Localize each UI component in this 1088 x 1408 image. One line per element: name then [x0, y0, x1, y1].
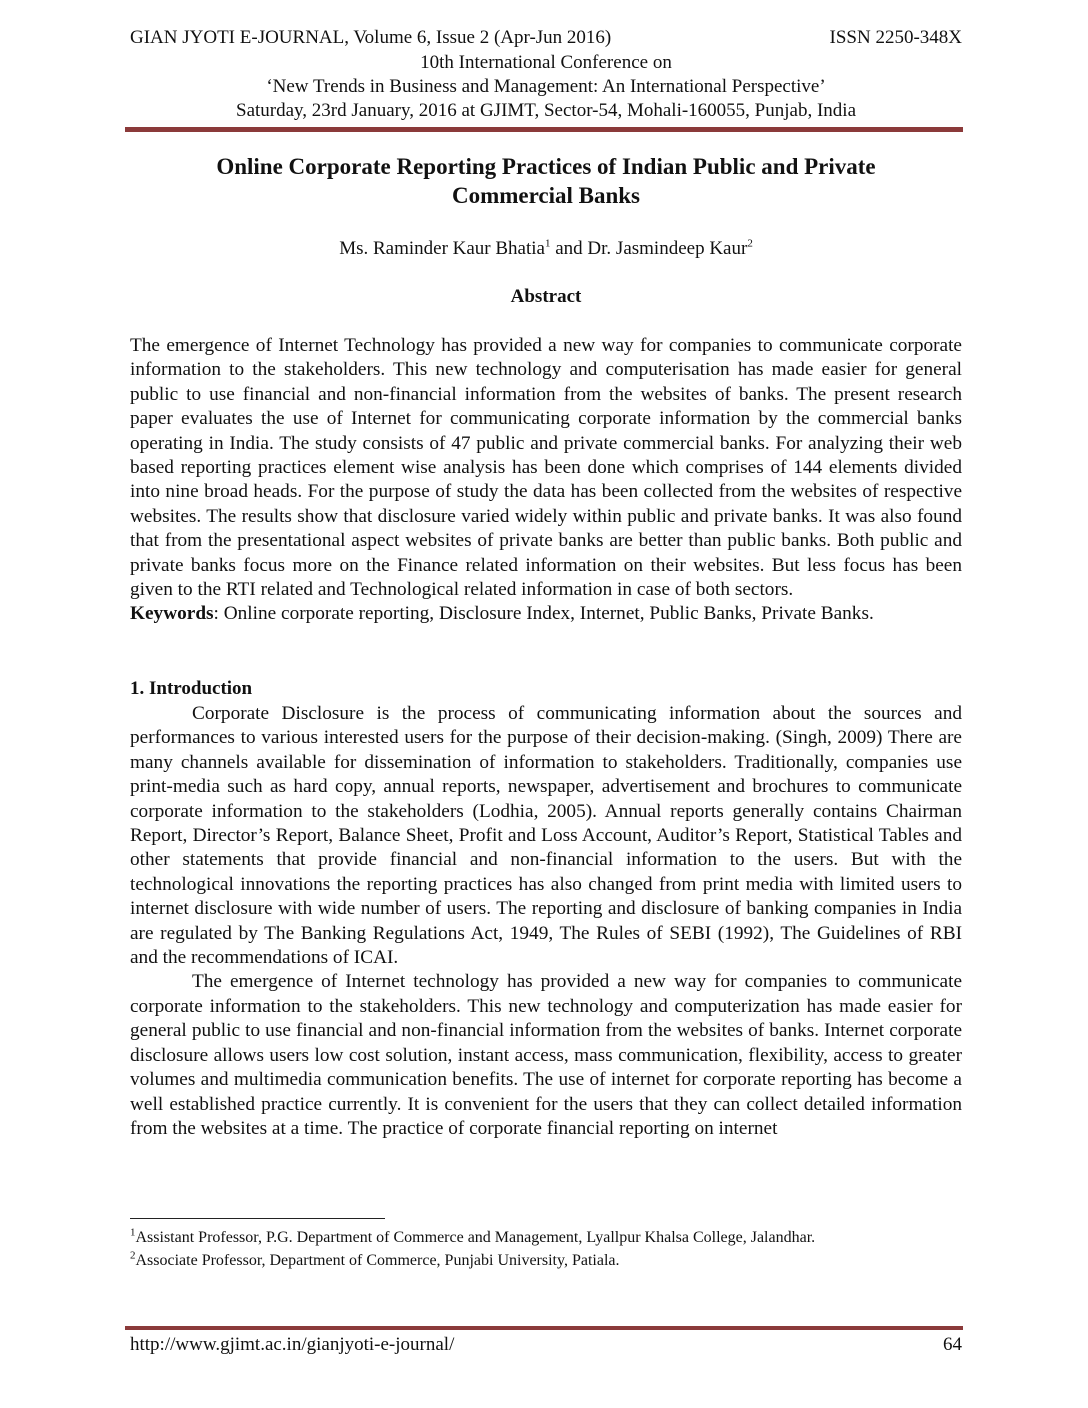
footnote-1-mark: 1 — [130, 1226, 136, 1239]
author-2-footnote-mark: 2 — [747, 237, 753, 250]
footnote-rule — [130, 1218, 385, 1219]
footnote-1 — [130, 1228, 815, 1248]
author-1: Ms. Raminder Kaur Bhatia — [339, 238, 545, 259]
issn: ISSN 2250-348X — [829, 27, 962, 48]
author-2: Dr. Jasmindeep Kaur — [587, 238, 748, 259]
introduction-body — [130, 702, 962, 1141]
intro-paragraph-1: Corporate Disclosure is the process of communicating information about the sources and performances to various interested users for the purpose of their decision-making. (Singh, 2009) There are many channels available for dissemination of information to stakeholders. Traditionally, companies use print-media such as hard copy, annual reports, newspaper, advertisement and brochures to communicate corporate information to the stakeholders (Lodhia, 2005). Annual reports generally contains Chairman Report, Director’s Report, Balance Sheet, Profit and Loss Account, Auditor’s Report, Statistical Tables and other statements that provide financial and non-financial information to the users. But with the technological innovations the reporting practices has also changed from print media with limited users to internet disclosure with wide number of users. The reporting and disclosure of banking companies in India are regulated by The Banking Regulations Act, 1949, The Rules of SEBI (1992), The Guidelines of RBI and the recommendations of ICAI. — [130, 703, 962, 969]
footnote-2 — [130, 1251, 619, 1271]
footer-rule — [125, 1326, 963, 1330]
conference-line: 10th International Conference on — [420, 52, 672, 73]
journal-url[interactable]: http://www.gjimt.ac.in/gianjyoti-e-journal/ — [130, 1334, 455, 1355]
header-rule — [125, 127, 963, 132]
abstract — [130, 334, 962, 627]
abstract-text: The emergence of Internet Technology has provided a new way for companies to communicate corporate information to the stakeholders. This new technology and computerisation has made easier for general public to use financial and non-financial information from the websites of banks. The present research paper evaluates the use of Internet for communicating corporate information by the commercial banks operating in India. The study consists of 47 public and private commercial banks. For analyzing their web based reporting practices element wise analysis has been done which comprises of 144 elements divided into nine broad heads. For the purpose of study the data has been collected from the websites of respective websites. The results show that disclosure varied widely within public and private banks. It was also found that from the presentational aspect websites of private banks are better than public banks. Both public and private banks focus more on the Finance related information on their websites. But less focus has been given to the RTI related and Technological related information in case of both sectors. — [130, 335, 962, 601]
journal-header — [130, 27, 962, 51]
footnote-1-text: Assistant Professor, P.G. Department of Commerce and Management, Lyallpur Khalsa College, Jalandhar. — [135, 1229, 816, 1246]
keywords-text: : Online corporate reporting, Disclosure Index, Internet, Public Banks, Private Banks. — [213, 603, 874, 625]
footnote-2-text: Associate Professor, Department of Commerce, Punjabi University, Patiala. — [135, 1252, 620, 1269]
paper-title-line-1: Online Corporate Reporting Practices of Indian Public and Private — [216, 154, 876, 179]
abstract-heading: Abstract — [510, 286, 582, 307]
section-heading-introduction: 1. Introduction — [130, 678, 253, 699]
authors — [130, 238, 962, 260]
author-separator: and — [550, 238, 588, 259]
conference-date-venue: Saturday, 23rd January, 2016 at GJIMT, Sector-54, Mohali-160055, Punjab, India — [236, 100, 856, 121]
keywords — [130, 602, 962, 626]
page-number: 64 — [943, 1334, 962, 1355]
intro-paragraph-2: The emergence of Internet technology has provided a new way for companies to communicate corporate information to the stakeholders. This new technology and computerization has made easier for general public to use financial and non-financial information from the websites of banks. Internet corporate disclosure allows users low cost solution, instant access, mass communication, flexibility, access to greater volumes and multimedia communication benefits. The use of internet for corporate reporting has become a well established practice currently. It is convenient for the users that they can collect detailed information from the websites at a time. The practice of corporate financial reporting on internet — [130, 971, 962, 1139]
paper-title — [130, 152, 962, 210]
conference-theme: ‘New Trends in Business and Management: An International Perspective’ — [266, 76, 826, 97]
page-footer — [130, 1334, 962, 1358]
paper-title-line-2: Commercial Banks — [451, 183, 641, 208]
journal-name: GIAN JYOTI E-JOURNAL, Volume 6, Issue 2 (Apr-Jun 2016) — [130, 27, 612, 48]
keywords-label: Keywords — [130, 603, 214, 625]
author-1-footnote-mark: 1 — [544, 237, 551, 250]
footnote-2-mark: 2 — [130, 1249, 136, 1262]
